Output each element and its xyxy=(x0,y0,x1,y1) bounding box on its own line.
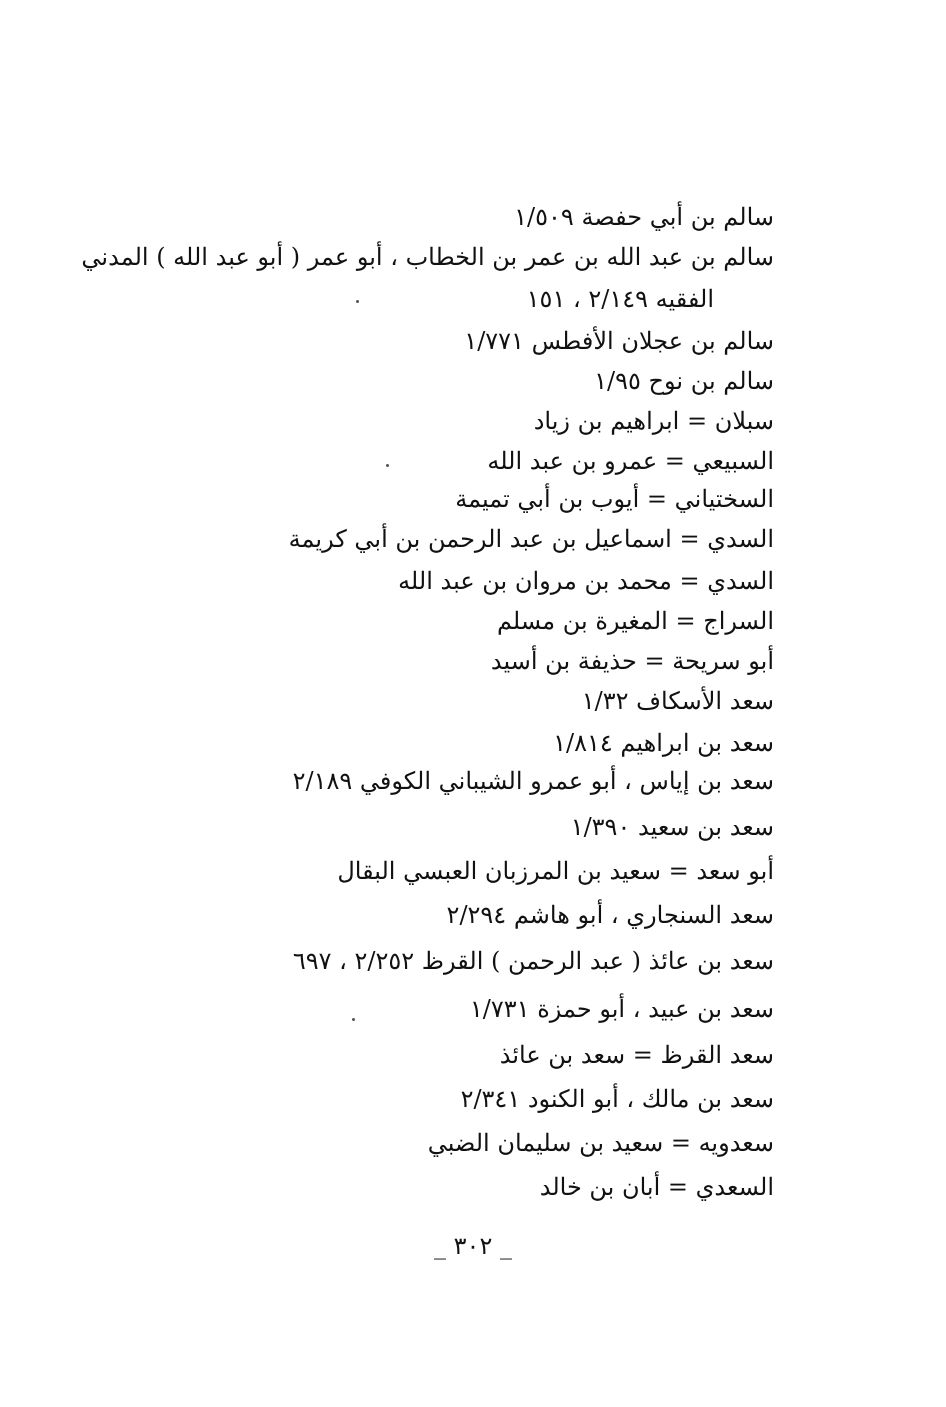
index-entry: سعد بن عائذ ( عبد الرحمن ) القرظ ٢/٢٥٢ ، ٦٩٧ xyxy=(292,947,774,975)
index-entry: السبيعي = عمرو بن عبد الله xyxy=(487,447,774,475)
index-entry: سالم بن أبي حفصة ١/٥٠٩ xyxy=(514,203,774,231)
index-entry: سعد بن عبيد ، أبو حمزة ١/٧٣١ xyxy=(469,995,774,1023)
index-entry: سعد القرظ = سعد بن عائذ xyxy=(499,1041,774,1069)
index-entry: سعد بن إياس ، أبو عمرو الشيباني الكوفي ٢/١٨٩ xyxy=(292,767,774,795)
speck-mark xyxy=(386,464,389,467)
index-entry: سعد بن مالك ، أبو الكنود ٢/٣٤١ xyxy=(460,1085,774,1113)
index-entry: السدي = محمد بن مروان بن عبد الله xyxy=(398,567,774,595)
index-entry: سعد السنجاري ، أبو هاشم ٢/٢٩٤ xyxy=(446,901,774,929)
index-entry: سالم بن عبد الله بن عمر بن الخطاب ، أبو عمر ( أبو عبد الله ) المدني xyxy=(81,243,774,271)
speck-mark xyxy=(352,1018,355,1021)
index-entry: سالم بن عجلان الأفطس ١/٧٧١ xyxy=(464,327,774,355)
page-number: _ ٣٠٢ _ xyxy=(434,1232,512,1260)
index-entry-continuation: الفقيه ٢/١٤٩ ، ١٥١ xyxy=(526,285,714,313)
index-entry: سالم بن نوح ١/٩٥ xyxy=(594,367,774,395)
index-entry: السراج = المغيرة بن مسلم xyxy=(496,607,774,635)
speck-mark xyxy=(356,300,359,303)
index-entry: السختياني = أيوب بن أبي تميمة xyxy=(455,485,774,513)
index-entry: أبو سعد = سعيد بن المرزبان العبسي البقال xyxy=(337,857,774,885)
index-entry: سعد بن سعيد ١/٣٩٠ xyxy=(570,813,774,841)
index-entry: السعدي = أبان بن خالد xyxy=(539,1173,774,1201)
index-entry: سعد بن ابراهيم ١/٨١٤ xyxy=(553,729,774,757)
index-entry: السدي = اسماعيل بن عبد الرحمن بن أبي كريمة xyxy=(288,525,774,553)
index-entry: سبلان = ابراهيم بن زياد xyxy=(533,407,774,435)
index-entry: أبو سريحة = حذيفة بن أسيد xyxy=(490,647,774,675)
index-entry: سعدويه = سعيد بن سليمان الضبي xyxy=(427,1129,774,1157)
index-entry: سعد الأسكاف ١/٣٢ xyxy=(581,687,774,715)
